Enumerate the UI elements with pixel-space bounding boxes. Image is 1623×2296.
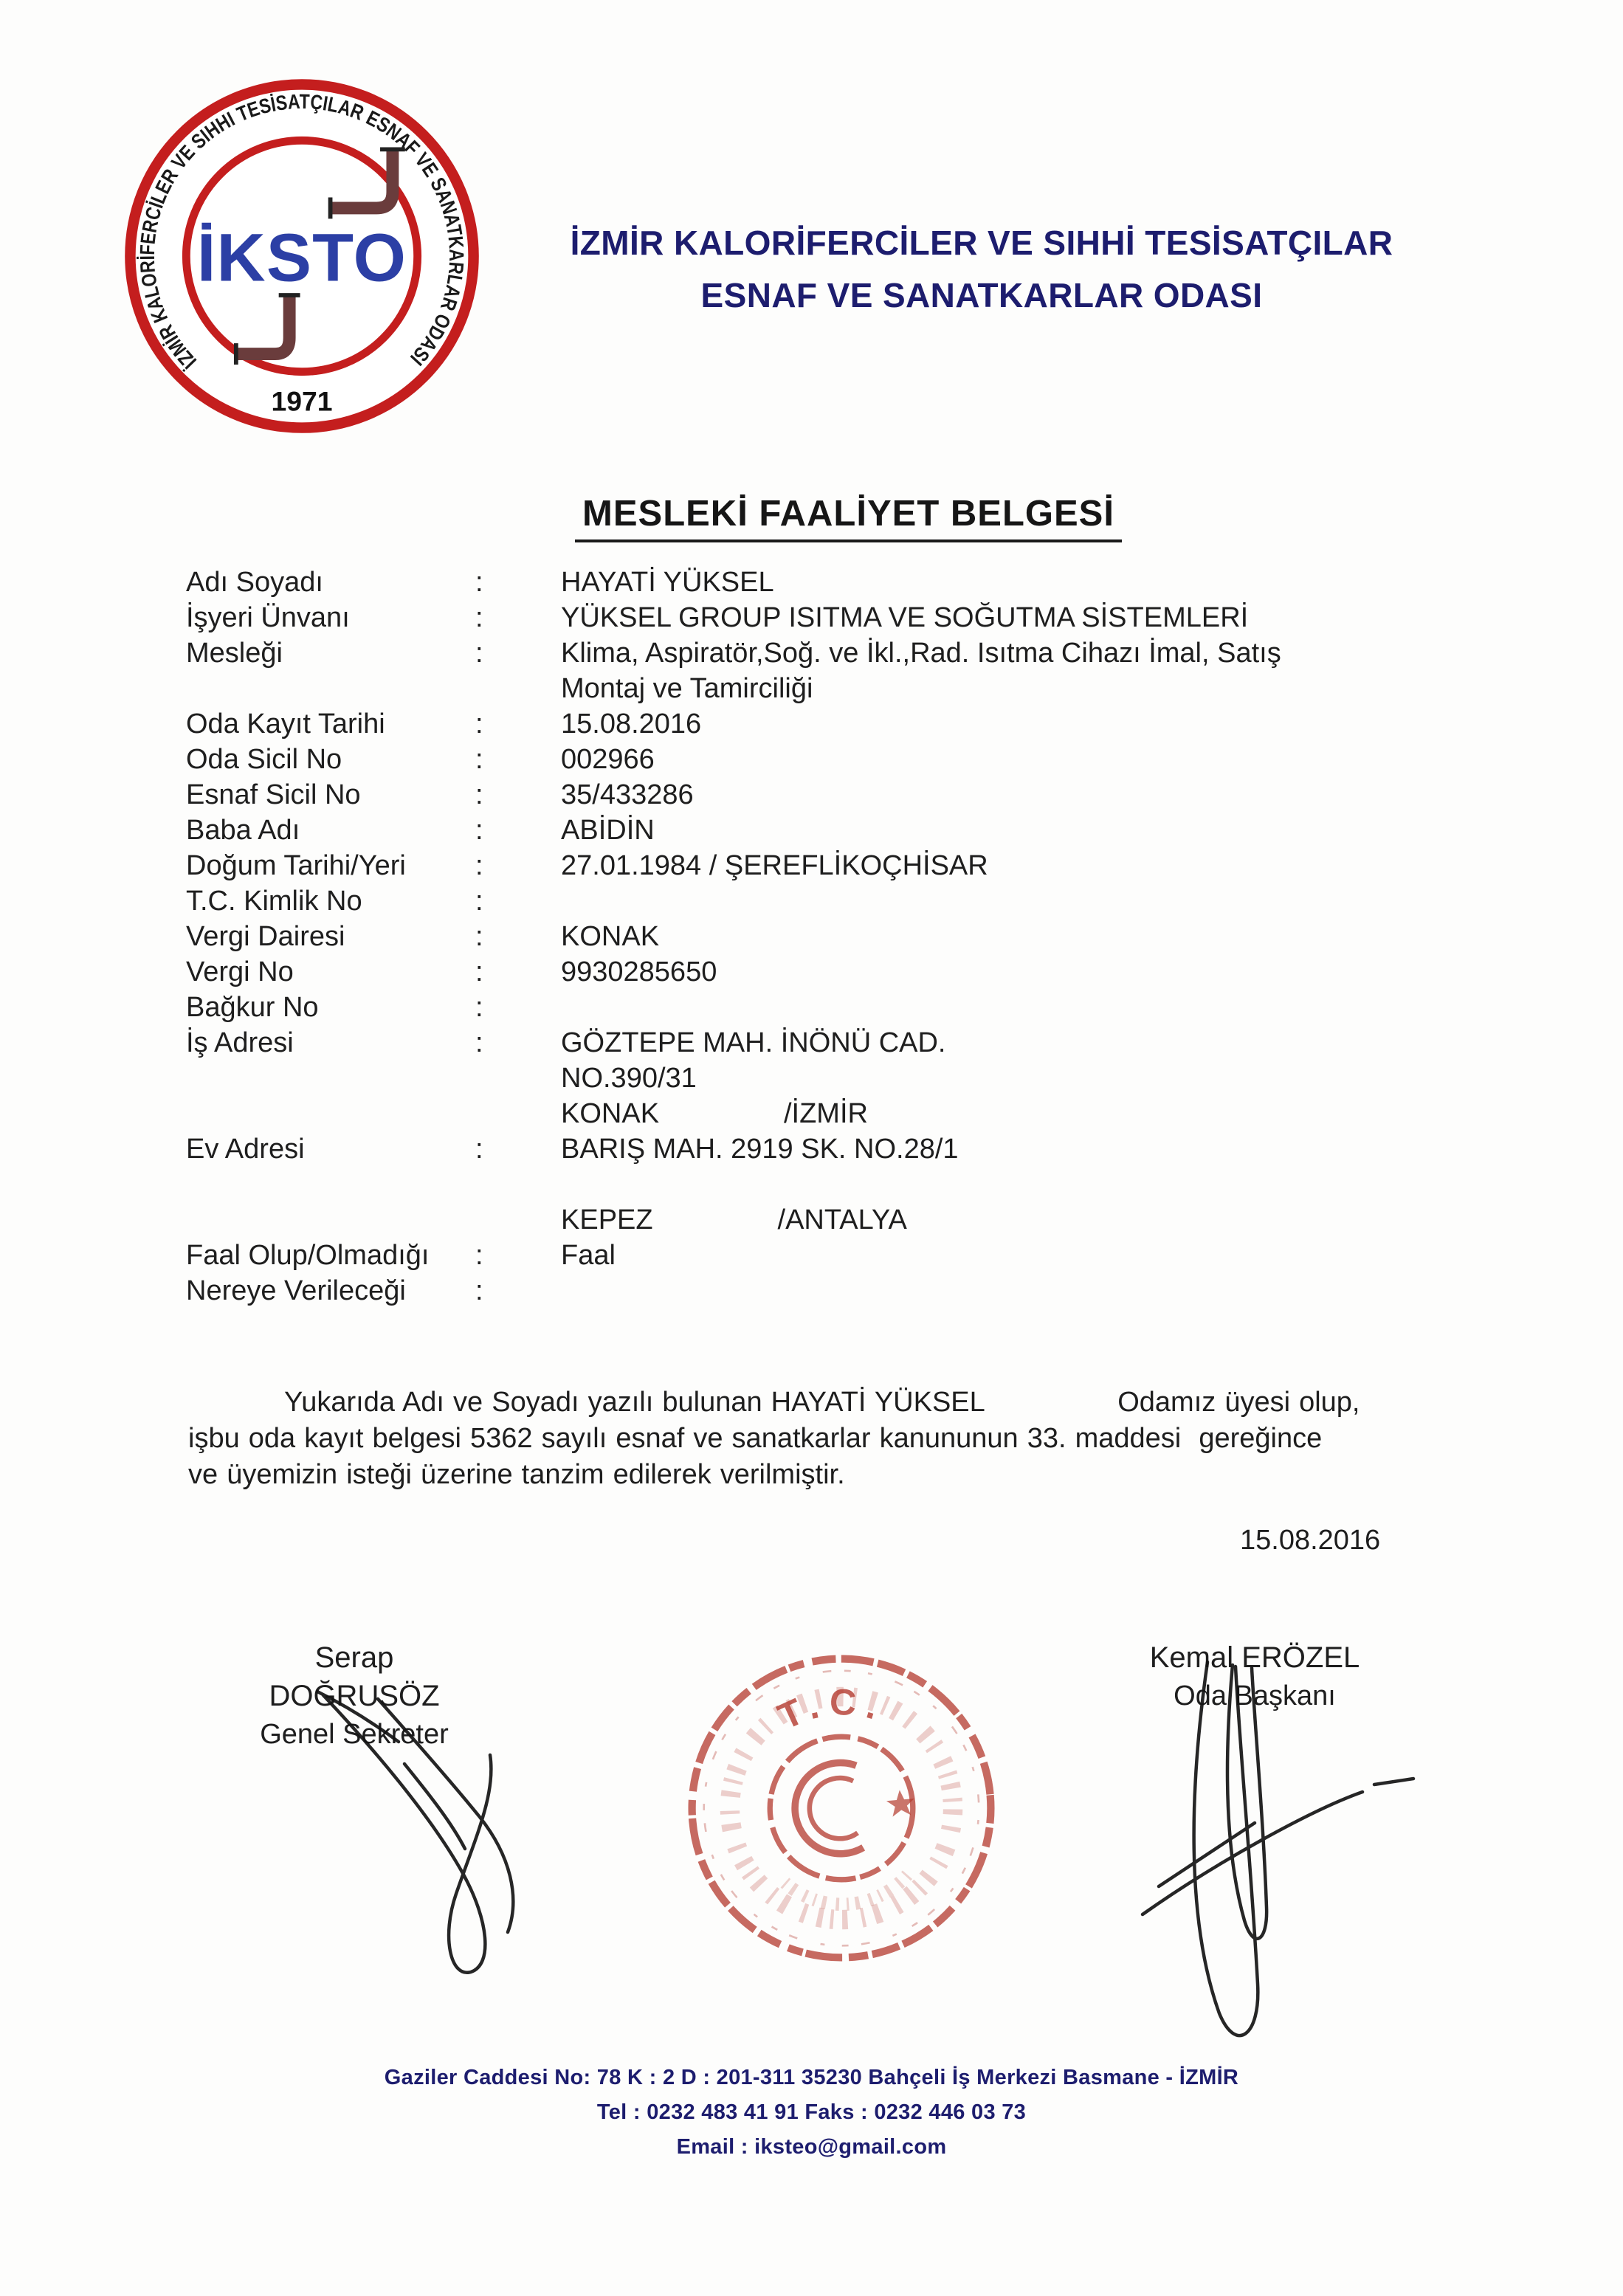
footer-contact (0, 2061, 1623, 2165)
field-value: KONAK /İZMİR (561, 1098, 868, 1129)
field-value: 27.01.1984 / ŞEREFLİKOÇHİSAR (561, 850, 988, 881)
statement-line: işbu oda kayıt belgesi 5362 sayılı esnaf ve sanatkarlar kanununun 33. maddesi gereğince (188, 1423, 1323, 1454)
field-colon: : (475, 886, 483, 917)
field-label: Nereye Verileceği (186, 1275, 406, 1306)
stamp-tc-text: T.C. (771, 1680, 892, 1738)
org-name-line1: İZMİR KALORİFERCİLER VE SIHHİ TESİSATÇILAR (570, 224, 1393, 262)
field-value: KEPEZ /ANTALYA (561, 1204, 907, 1235)
field-colon: : (475, 602, 483, 633)
field-label: Adı Soyadı (186, 567, 323, 598)
seal-acronym: İKSTO (196, 220, 407, 296)
field-value: NO.390/31 (561, 1063, 697, 1094)
footer-phone-fax: Tel : 0232 483 41 91 Faks : 0232 446 03 73 (596, 2100, 1027, 2124)
president-name: Kemal ERÖZEL (1149, 1641, 1360, 1674)
field-label: Mesleği (186, 638, 283, 669)
field-label: Doğum Tarihi/Yeri (186, 850, 406, 881)
field-label: Bağkur No (186, 992, 319, 1023)
seal-year: 1971 (271, 385, 333, 417)
field-colon: : (475, 744, 483, 775)
field-colon: : (475, 815, 483, 846)
official-stamp (679, 1646, 1004, 1971)
president-role: Oda Başkanı (1174, 1680, 1336, 1711)
field-value: HAYATİ YÜKSEL (561, 567, 774, 598)
signature-stroke (323, 1695, 491, 1973)
field-value: Klima, Aspiratör,Soğ. ve İkl.,Rad. Isıtma Cihazı İmal, Satış (561, 638, 1281, 669)
field-label: Ev Adresi (186, 1134, 305, 1165)
field-value: 35/433286 (561, 779, 694, 810)
field-colon: : (475, 1275, 483, 1306)
field-label: İş Adresi (186, 1027, 294, 1058)
field-colon: : (475, 709, 483, 740)
field-label: Oda Kayıt Tarihi (186, 709, 385, 740)
field-colon: : (475, 567, 483, 598)
seal-ring-text: İZMİR KALORİFERCİLER VE SIHHI TESİSATÇILAR ESNAF VE SANATKARLAR ODASI (135, 89, 469, 373)
signature-stroke (404, 1764, 465, 1849)
signature-stroke (1227, 1665, 1267, 1939)
field-value: 002966 (561, 744, 655, 775)
crescent-inner-icon (807, 1776, 858, 1841)
field-colon: : (475, 638, 483, 669)
field-label: Vergi No (186, 956, 294, 987)
field-colon: : (475, 1027, 483, 1058)
statement-line: Yukarıda Adı ve Soyadı yazılı bulunan HAYATİ YÜKSEL Odamız üyesi olup, (284, 1387, 1360, 1418)
field-label: T.C. Kimlik No (186, 886, 362, 917)
field-value: Faal (561, 1240, 616, 1271)
footer-email: Email : iksteo@gmail.com (676, 2135, 947, 2159)
field-colon: : (475, 956, 483, 987)
field-value: Montaj ve Tamirciliği (561, 673, 813, 704)
field-value: KONAK (561, 921, 660, 952)
field-value: YÜKSEL GROUP ISITMA VE SOĞUTMA SİSTEMLERİ (561, 602, 1249, 633)
field-colon: : (475, 1240, 483, 1271)
stamp-band-texture (720, 1687, 962, 1928)
field-colon: : (475, 850, 483, 881)
crescent-icon (791, 1761, 864, 1857)
field-label: Vergi Dairesi (186, 921, 345, 952)
field-value: BARIŞ MAH. 2919 SK. NO.28/1 (561, 1134, 959, 1165)
field-value: ABİDİN (561, 815, 655, 846)
field-label: Baba Adı (186, 815, 300, 846)
field-value: GÖZTEPE MAH. İNÖNÜ CAD. (561, 1027, 946, 1058)
field-colon: : (475, 921, 483, 952)
org-name-line2: ESNAF VE SANATKARLAR ODASI (700, 276, 1263, 314)
signature-stroke (1159, 1823, 1255, 1886)
field-label: İşyeri Ünvanı (186, 602, 350, 633)
field-value: 9930285650 (561, 956, 717, 987)
issue-date: 15.08.2016 (1240, 1525, 1381, 1556)
field-label: Esnaf Sicil No (186, 779, 361, 810)
field-colon: : (475, 992, 483, 1023)
footer-address: Gaziler Caddesi No: 78 K : 2 D : 201-311 35230 Bahçeli İş Merkezi Basmane - İZMİR (384, 2066, 1239, 2089)
field-label: Faal Olup/Olmadığı (186, 1240, 430, 1271)
field-value: 15.08.2016 (561, 709, 702, 740)
document-title: MESLEKİ FAALİYET BELGESİ (575, 493, 1122, 542)
secretary-name: Serap DOĞRUSÖZ (269, 1641, 440, 1712)
field-colon: : (475, 1134, 483, 1165)
field-colon: : (475, 779, 483, 810)
secretary-role: Genel Sekreter (260, 1719, 449, 1750)
statement-line: ve üyemizin isteği üzerine tanzim edilerek verilmiştir. (188, 1459, 845, 1490)
field-label: Oda Sicil No (186, 744, 342, 775)
signature-stroke (1374, 1779, 1413, 1785)
